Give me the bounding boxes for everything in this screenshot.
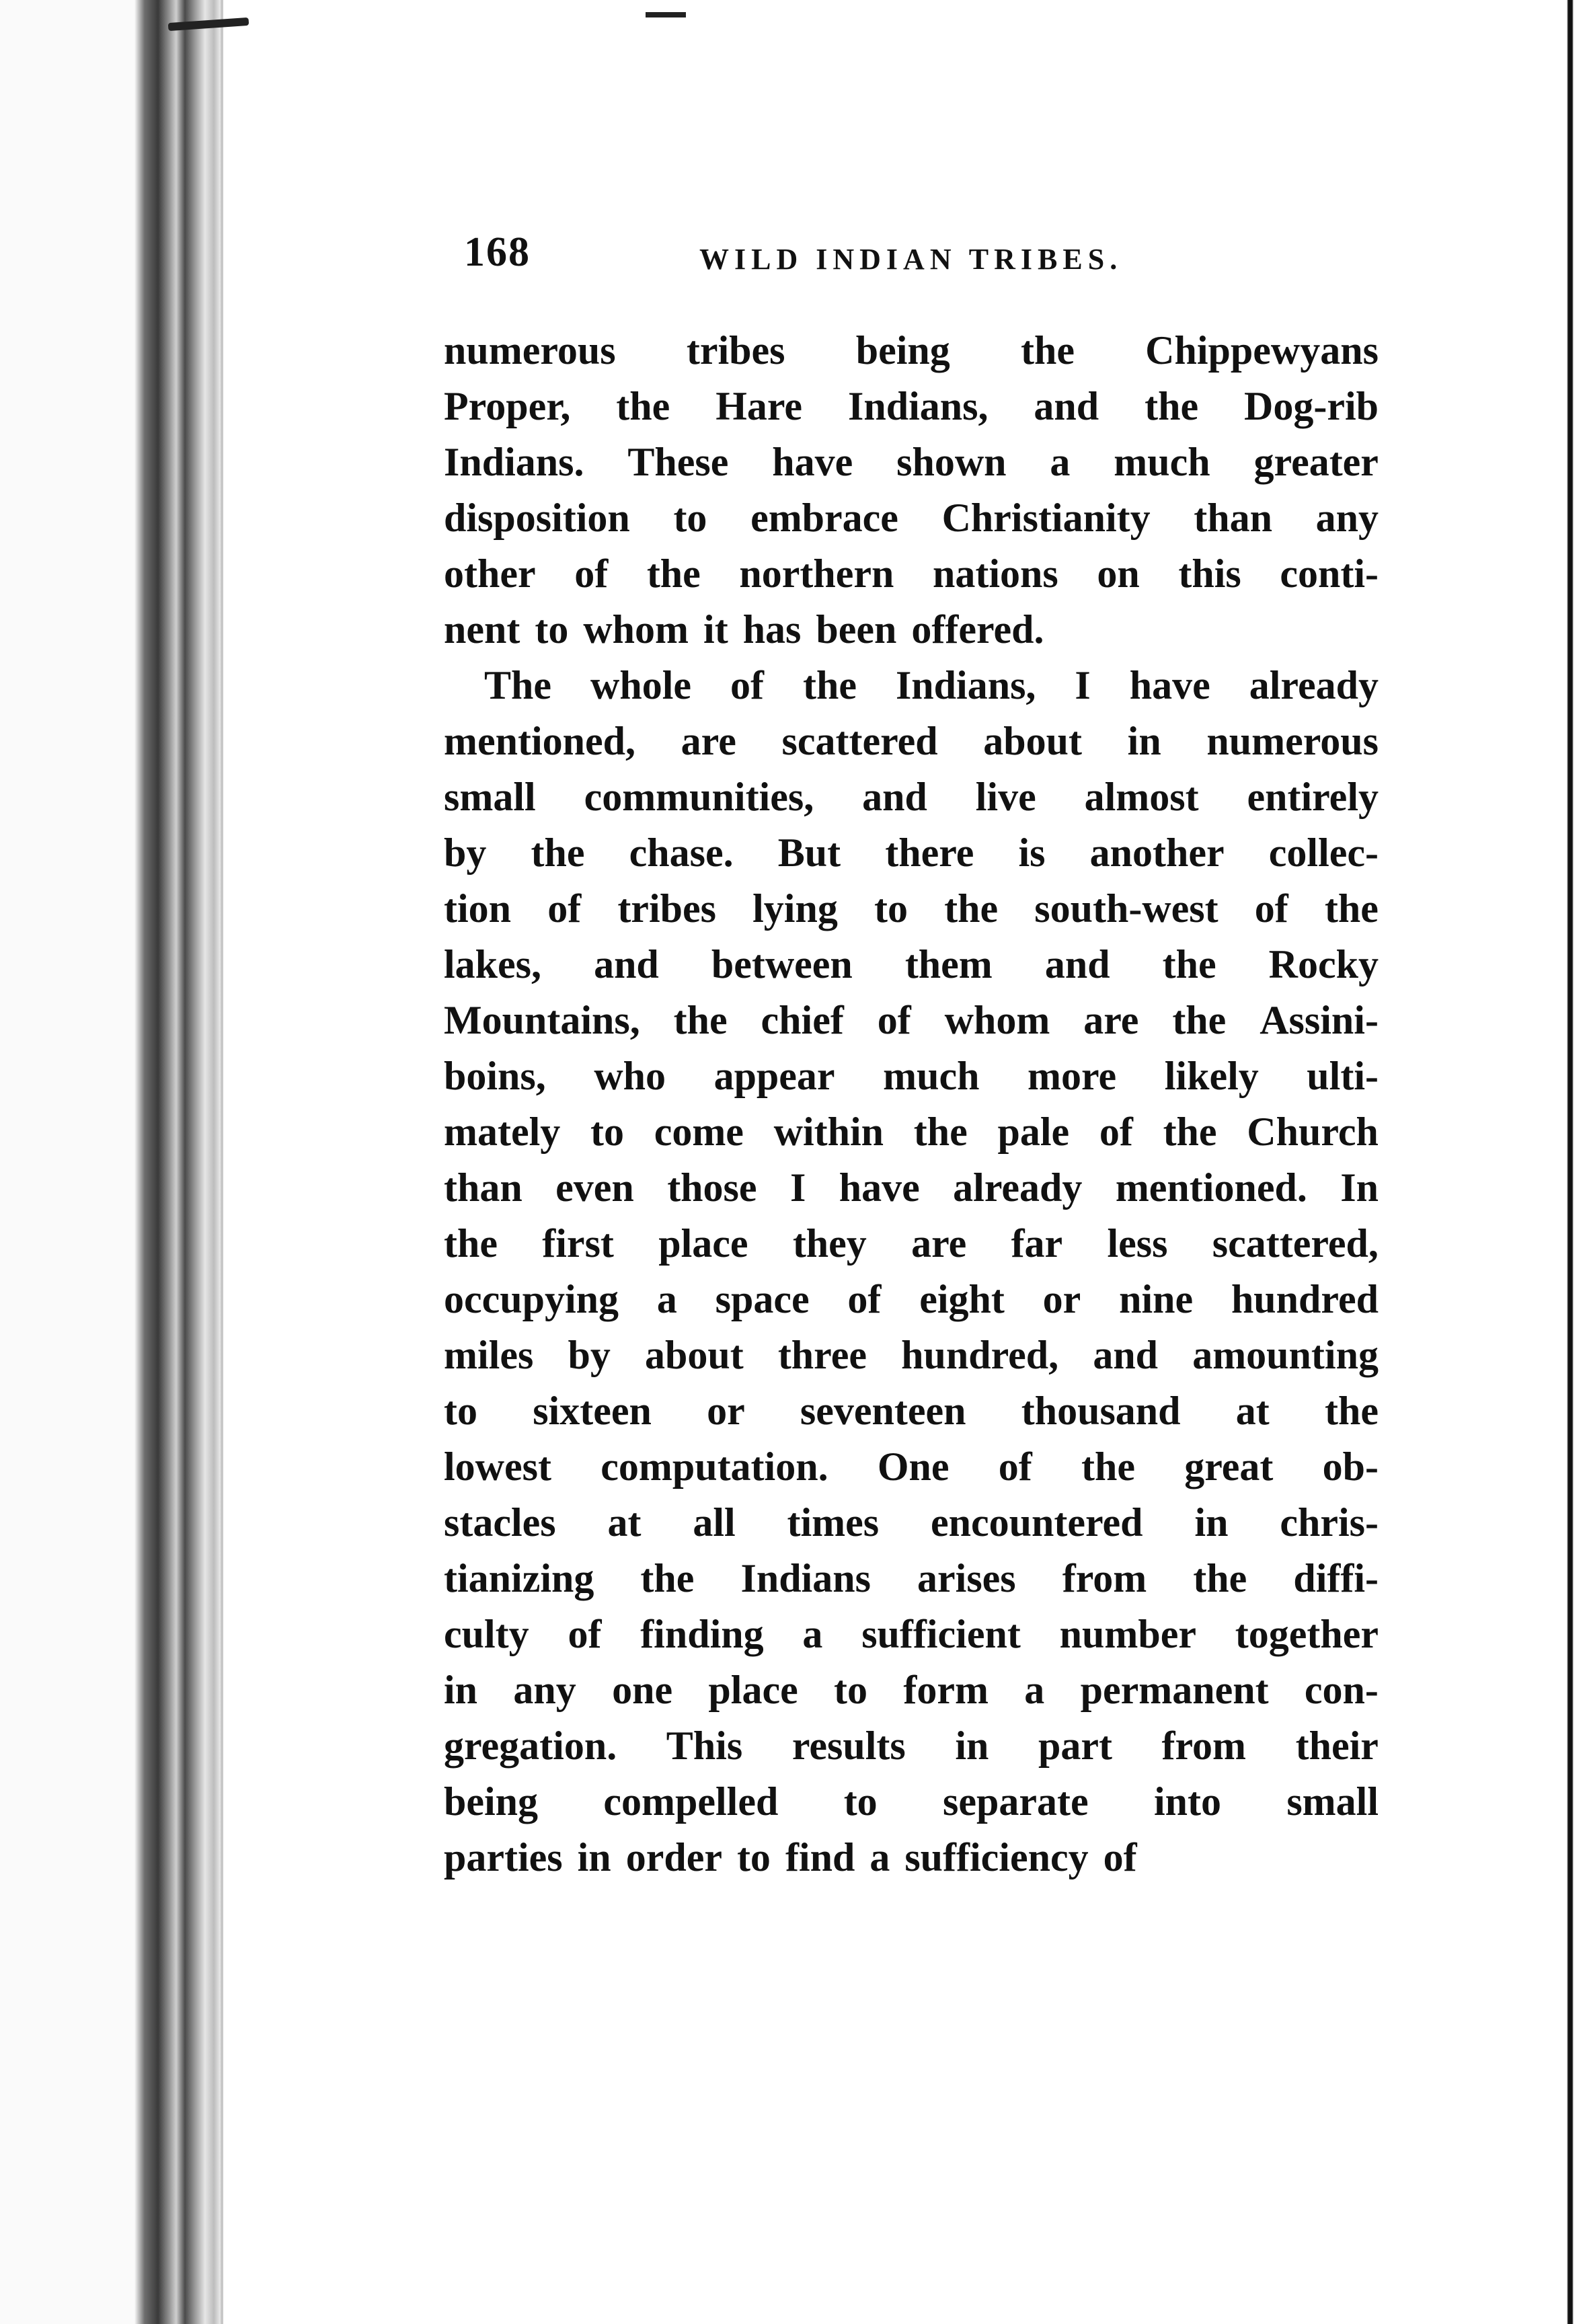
text-line: than even those I have already mentioned. In <box>444 1165 1379 1210</box>
text-line: parties in order to find a sufficiency of <box>444 1835 1137 1880</box>
text-line: numerous tribes being the Chippewyans <box>444 328 1379 373</box>
book-binding-edge <box>0 0 222 2324</box>
text-line: tion of tribes lying to the south-west of the <box>444 886 1379 931</box>
text-line: lakes, and between them and the Rocky <box>444 942 1379 986</box>
paragraph <box>444 323 1379 658</box>
text-line: Indians. These have shown a much greater <box>444 440 1379 484</box>
scan-right-border <box>1547 0 1587 2324</box>
page-number: 168 <box>464 229 531 275</box>
text-line: mately to come within the pale of the Church <box>444 1110 1379 1154</box>
text-line: in any one place to form a permanent con- <box>444 1668 1379 1712</box>
text-line: occupying a space of eight or nine hundred <box>444 1277 1379 1321</box>
text-line: culty of finding a sufficient number together <box>444 1612 1379 1656</box>
text-line: being compelled to separate into small <box>444 1779 1379 1824</box>
text-line: mentioned, are scattered about in numerous <box>444 719 1379 763</box>
text-line: other of the northern nations on this conti- <box>444 551 1379 596</box>
running-title: WILD INDIAN TRIBES. <box>699 243 1123 276</box>
text-line: The whole of the Indians, I have already <box>484 663 1379 707</box>
text-line: gregation. This results in part from their <box>444 1723 1379 1768</box>
text-line: nent to whom it has been offered. <box>444 607 1044 652</box>
text-line: miles by about three hundred, and amounting <box>444 1333 1379 1377</box>
page-edge-line <box>221 0 223 2324</box>
paragraph <box>444 658 1379 1886</box>
text-line: to sixteen or seventeen thousand at the <box>444 1389 1379 1433</box>
text-line: by the chase. But there is another collec- <box>444 830 1379 875</box>
text-line: stacles at all times encountered in chris- <box>444 1500 1379 1545</box>
body-text <box>444 323 1379 1886</box>
scan-mark <box>646 12 686 17</box>
text-line: Mountains, the chief of whom are the Assini- <box>444 998 1379 1042</box>
page-header <box>464 229 1379 303</box>
text-line: disposition to embrace Christianity than any <box>444 496 1379 540</box>
text-line: Proper, the Hare Indians, and the Dog-rib <box>444 384 1379 428</box>
text-line: small communities, and live almost entirely <box>444 775 1379 819</box>
text-line: boins, who appear much more likely ulti- <box>444 1054 1379 1098</box>
text-line: lowest computation. One of the great ob- <box>444 1444 1379 1489</box>
text-line: tianizing the Indians arises from the diffi- <box>444 1556 1379 1600</box>
text-line: the first place they are far less scattered, <box>444 1221 1379 1266</box>
